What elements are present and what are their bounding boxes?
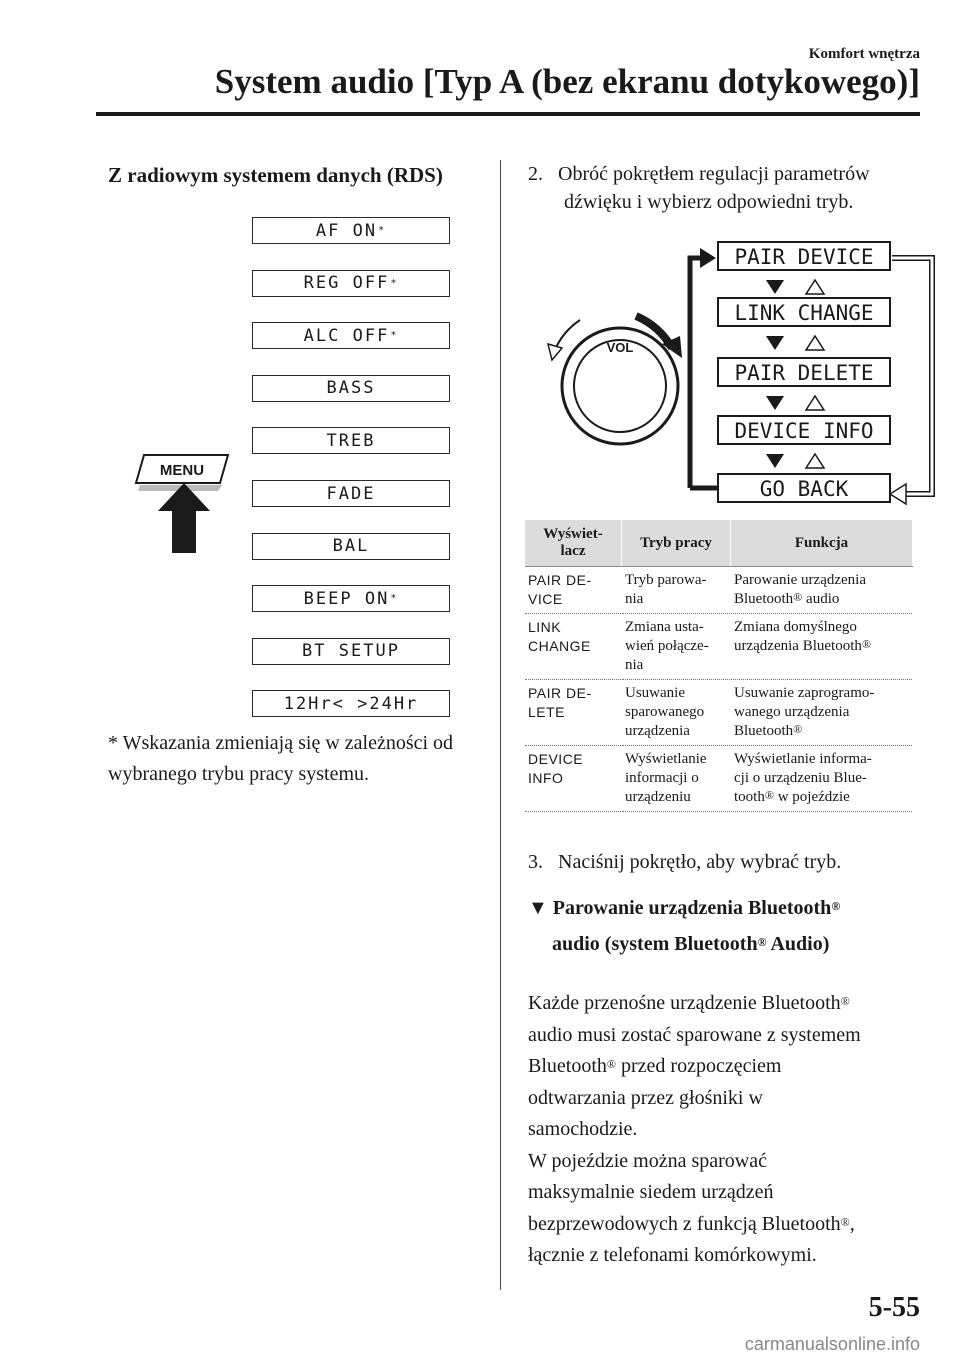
menu-item [252,533,450,560]
menu-item-label: BT SETUP [302,641,400,662]
table-row [525,680,913,746]
body-line: łącznie z telefonami komórkowymi. [528,1244,817,1266]
menu-item [252,375,450,402]
menu-item-label: BEEP ON [303,588,390,609]
menu-item [252,480,450,507]
cell-display: DEVICE INFO [525,746,622,812]
body-line: W pojeździe można sparować [528,1149,767,1172]
down-arrow-icon [766,280,784,294]
footnote-star: * [378,225,387,236]
rotate-left-arrow-icon [548,344,562,360]
down-arrow-icon [766,336,784,350]
menu-item-label: FADE [326,483,376,504]
cell-function: Zmiana domyślnego urządzenia Bluetooth® [731,614,913,680]
menu-item-label: REG OFF [303,273,390,294]
col-header-mode: Tryb pracy [622,520,731,567]
cell-function: Parowanie urządzenia Bluetooth® audio [731,567,913,614]
bt-menu-label: GO BACK [759,477,849,501]
body-line: Bluetooth® przed rozpoczęciem [528,1055,782,1077]
menu-item-label: ALC OFF [303,325,390,346]
body-paragraph [528,988,928,1272]
menu-item-label: BASS [326,378,376,399]
body-line: samochodzie. [528,1118,638,1140]
title-rule [96,112,920,116]
col-header-function: Funkcja [731,520,913,567]
step-2 [528,160,928,216]
menu-button-label: MENU [159,462,205,479]
cell-display: LINK CHANGE [525,614,622,680]
step-2-line2: dźwięku i wybierz odpowiedni tryb. [564,191,854,213]
up-arrow-outline-icon [806,396,824,410]
rds-heading: Z radiowym systemem danych (RDS) [108,163,443,187]
up-arrow-icon [158,483,210,553]
section-subheading [528,890,928,962]
vol-label: VOL [606,340,634,355]
cell-mode: Zmiana usta- wień połącze- nia [622,614,731,680]
footnote-star: * [390,330,399,342]
step-3 [528,848,928,876]
column-divider [500,160,501,1290]
body-line: audio musi zostać sparowane z systemem [528,1023,861,1046]
bt-menu-label: PAIR DEVICE [734,245,874,269]
col-header-display: Wyświet- lacz [525,520,622,567]
menu-item [252,638,450,665]
table-header-row [525,520,913,567]
up-arrow-outline-icon [806,336,824,350]
body-line: bezprzewodowych z funkcją Bluetooth®, [528,1212,855,1235]
menu-item [252,690,450,717]
down-arrow-icon [766,454,784,468]
table-row [525,614,913,680]
loop-arrow-icon [700,248,716,268]
loop-line-left [690,258,706,488]
loop-line-right-inner [892,258,932,494]
menu-item-label: BAL [332,536,370,557]
cell-display: PAIR DE- LETE [525,680,622,746]
up-arrow-outline-icon [806,454,824,468]
cell-mode: Tryb parowa- nia [622,567,731,614]
body-line: Każde przenośne urządzenie Bluetooth® [528,992,850,1014]
bt-menu-label: PAIR DELETE [734,361,874,385]
triangle-marker-icon: ▼ [528,897,548,919]
cell-mode: Wyświetlanie informacji o urządzeniu [622,746,731,812]
loop-hollow-arrow-icon [890,484,906,504]
mode-table [525,520,913,812]
bt-menu-label: LINK CHANGE [734,301,874,325]
menu-item [252,585,450,612]
watermark: carmanualsonline.info [744,1334,920,1354]
page-number: 5-55 [868,1292,920,1323]
footnote: * Wskazania zmieniają się w zależności od wybranego trybu pracy systemu. [108,732,454,785]
menu-button-illustration [130,445,240,565]
menu-item-label: AF ON [315,220,378,241]
step-3-text: Naciśnij pokrętło, aby wybrać tryb. [558,851,842,873]
step-2-number: 2. [528,163,543,185]
loop-line-right-outer [892,258,932,494]
step-3-number: 3. [528,851,543,873]
step-2-line1: Obróć pokrętłem regulacji parametrów [558,163,870,185]
menu-item [252,270,450,297]
bt-setup-diagram [540,240,940,510]
menu-item [252,217,450,244]
footnote-star: * [390,277,399,289]
page-title: System audio [Typ A (bez ekranu dotykowego)] [214,62,920,101]
footnote-star: * [390,593,399,605]
body-line: maksymalnie siedem urządzeń [528,1181,774,1203]
menu-item [252,322,450,349]
section-label: Komfort wnętrza [808,46,920,62]
body-line: odtwarzania przez głośniki w [528,1086,763,1109]
table-row [525,746,913,812]
menu-item [252,427,450,454]
cell-display: PAIR DE- VICE [525,567,622,614]
subheading-line2: audio (system Bluetooth® Audio) [552,933,830,955]
cell-function: Wyświetlanie informa- cji o urządzeniu Blue- tooth® w pojeździe [731,746,913,812]
up-arrow-outline-icon [806,280,824,294]
cell-function: Usuwanie zaprogramo- wanego urządzenia Bluetooth® [731,680,913,746]
menu-item-label: 12Hr< >24Hr [283,693,419,714]
down-arrow-icon [766,396,784,410]
menu-item-label: TREB [326,430,376,451]
subheading-line1: Parowanie urządzenia Bluetooth® [552,897,841,919]
cell-mode: Usuwanie sparowanego urządzenia [622,680,731,746]
table-row [525,567,913,614]
bt-menu-label: DEVICE INFO [734,419,874,443]
